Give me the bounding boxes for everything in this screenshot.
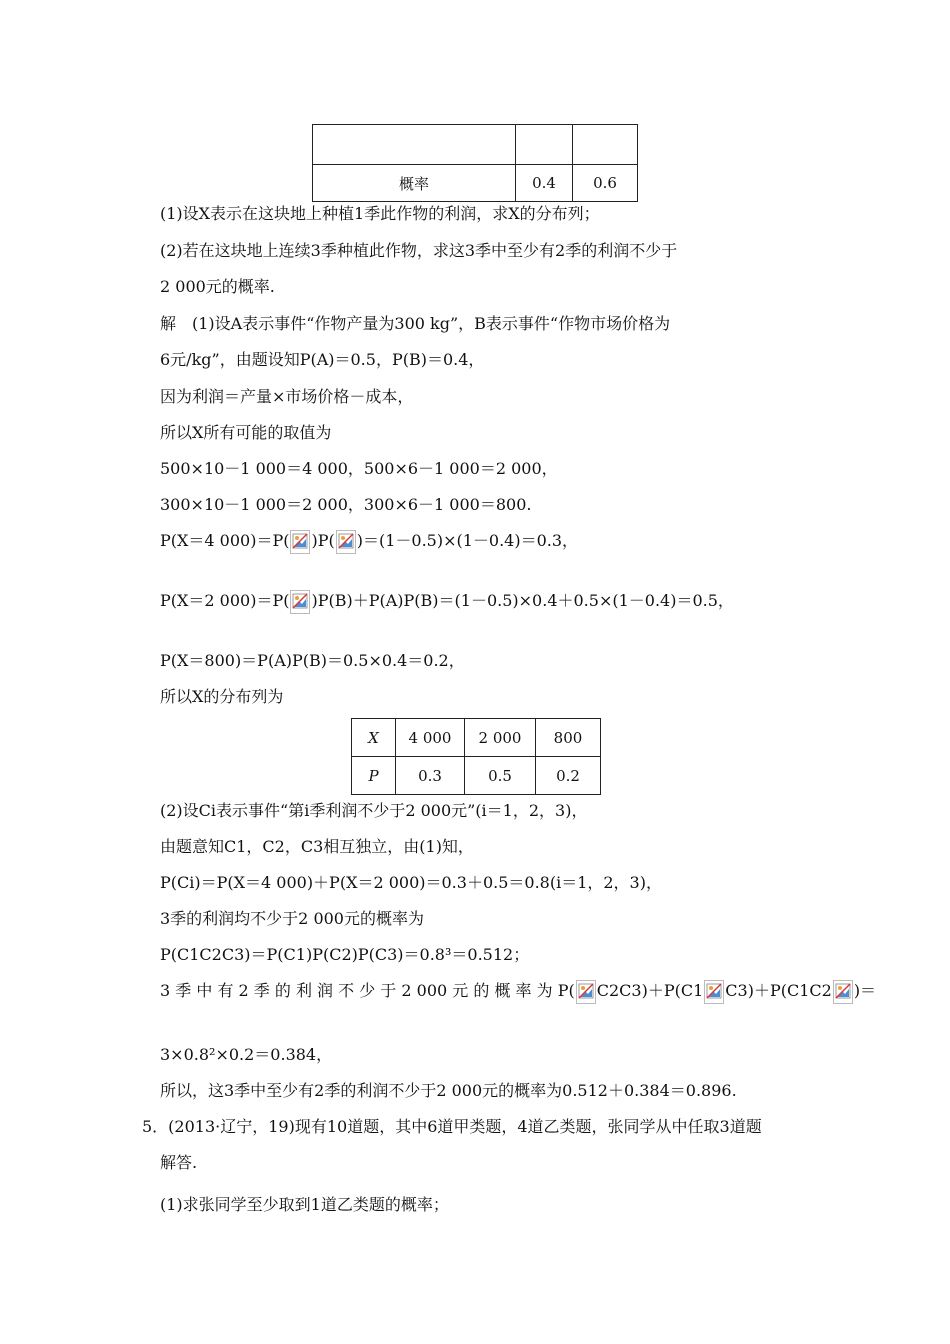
p-x-2000 (160, 590, 734, 614)
solution-line: 所以X所有可能的取值为 (160, 423, 332, 442)
broken-image-icon (336, 530, 356, 554)
solution-line: 3×0.8²×0.2＝0.384， (160, 1045, 333, 1064)
table-cell: 0.3 (396, 757, 465, 795)
p-x-4000 (160, 530, 578, 554)
solution-line: 解 (1)设A表示事件“作物产量为300 kg”，B表示事件“作物市场价格为 (160, 314, 671, 333)
formula-text: C3)＋P(C1C2 (725, 981, 832, 1000)
probability-table (312, 124, 638, 202)
formula-text: P(X＝2 000)＝P( (160, 591, 290, 610)
distribution-table (351, 718, 601, 795)
table-cell: X (352, 719, 396, 757)
two-season-probability (160, 980, 876, 1004)
table-cell (313, 125, 516, 165)
table-cell: 0.4 (516, 165, 573, 202)
question-5-part-1: (1)求张同学至少取到1道乙类题的概率； (160, 1195, 449, 1214)
broken-image-icon (576, 980, 596, 1004)
table-cell: 800 (536, 719, 601, 757)
broken-image-icon (290, 530, 310, 554)
solution-line: 所以X的分布列为 (160, 687, 284, 706)
question-2: (2)若在这块地上连续3季种植此作物，求这3季中至少有2季的利润不少于 (160, 241, 678, 260)
solution-line: (2)设Ci表示事件“第i季利润不少于2 000元”(i＝1，2，3)， (160, 801, 588, 820)
solution-line: P(C1C2C3)＝P(C1)P(C2)P(C3)＝0.8³＝0.512； (160, 945, 530, 964)
formula-text: C2C3)＋P(C1 (596, 981, 704, 1000)
question-5: 5．(2013·辽宁，19)现有10道题，其中6道甲类题，4道乙类题，张同学从中任取3道题 (142, 1117, 762, 1136)
solution-line: 6元/kg”，由题设知P(A)＝0.5，P(B)＝0.4， (160, 350, 485, 369)
solution-line: 300×10－1 000＝2 000，300×6－1 000＝800. (160, 495, 532, 514)
broken-image-icon (833, 980, 853, 1004)
table-cell: 0.2 (536, 757, 601, 795)
p-x-800: P(X＝800)＝P(A)P(B)＝0.5×0.4＝0.2， (160, 651, 465, 670)
table-cell: 0.5 (465, 757, 536, 795)
formula-text: )＝(1－0.5)×(1－0.4)＝0.3， (356, 531, 579, 550)
broken-image-icon (290, 590, 310, 614)
table-cell: 2 000 (465, 719, 536, 757)
table-cell: P (352, 757, 396, 795)
question-2-cont: 2 000元的概率. (160, 277, 275, 296)
formula-text: )P( (311, 531, 335, 550)
table-cell: 0.6 (573, 165, 638, 202)
formula-text: P( (557, 981, 575, 1000)
question-1: (1)设X表示在这块地上种植1季此作物的利润，求X的分布列； (160, 204, 600, 223)
broken-image-icon (704, 980, 724, 1004)
formula-text: )＝ (853, 981, 877, 1000)
solution-line: 500×10－1 000＝4 000，500×6－1 000＝2 000， (160, 459, 558, 478)
table-cell (516, 125, 573, 165)
formula-text: )P(B)＋P(A)P(B)＝(1－0.5)×0.4＋0.5×(1－0.4)＝0.5， (311, 591, 734, 610)
solution-line: P(Ci)＝P(X＝4 000)＋P(X＝2 000)＝0.3＋0.5＝0.8(i＝1，2，3)， (160, 873, 662, 892)
question-5-cont: 解答. (160, 1153, 198, 1172)
solution-line: 因为利润＝产量×市场价格－成本， (160, 387, 414, 406)
solution-conclusion: 所以，这3季中至少有2季的利润不少于2 000元的概率为0.512＋0.384＝0.896. (160, 1081, 737, 1100)
solution-line: 3季的利润均不少于2 000元的概率为 (160, 909, 424, 928)
table-cell: 4 000 (396, 719, 465, 757)
table-cell: 概率 (313, 165, 516, 202)
solution-line: 由题意知C1，C2，C3相互独立，由(1)知， (160, 837, 474, 856)
formula-text: 3 季 中 有 2 季 的 利 润 不 少 于 2 000 元 的 概 率 为 (160, 981, 553, 1000)
table-cell (573, 125, 638, 165)
formula-text: P(X＝4 000)＝P( (160, 531, 290, 550)
